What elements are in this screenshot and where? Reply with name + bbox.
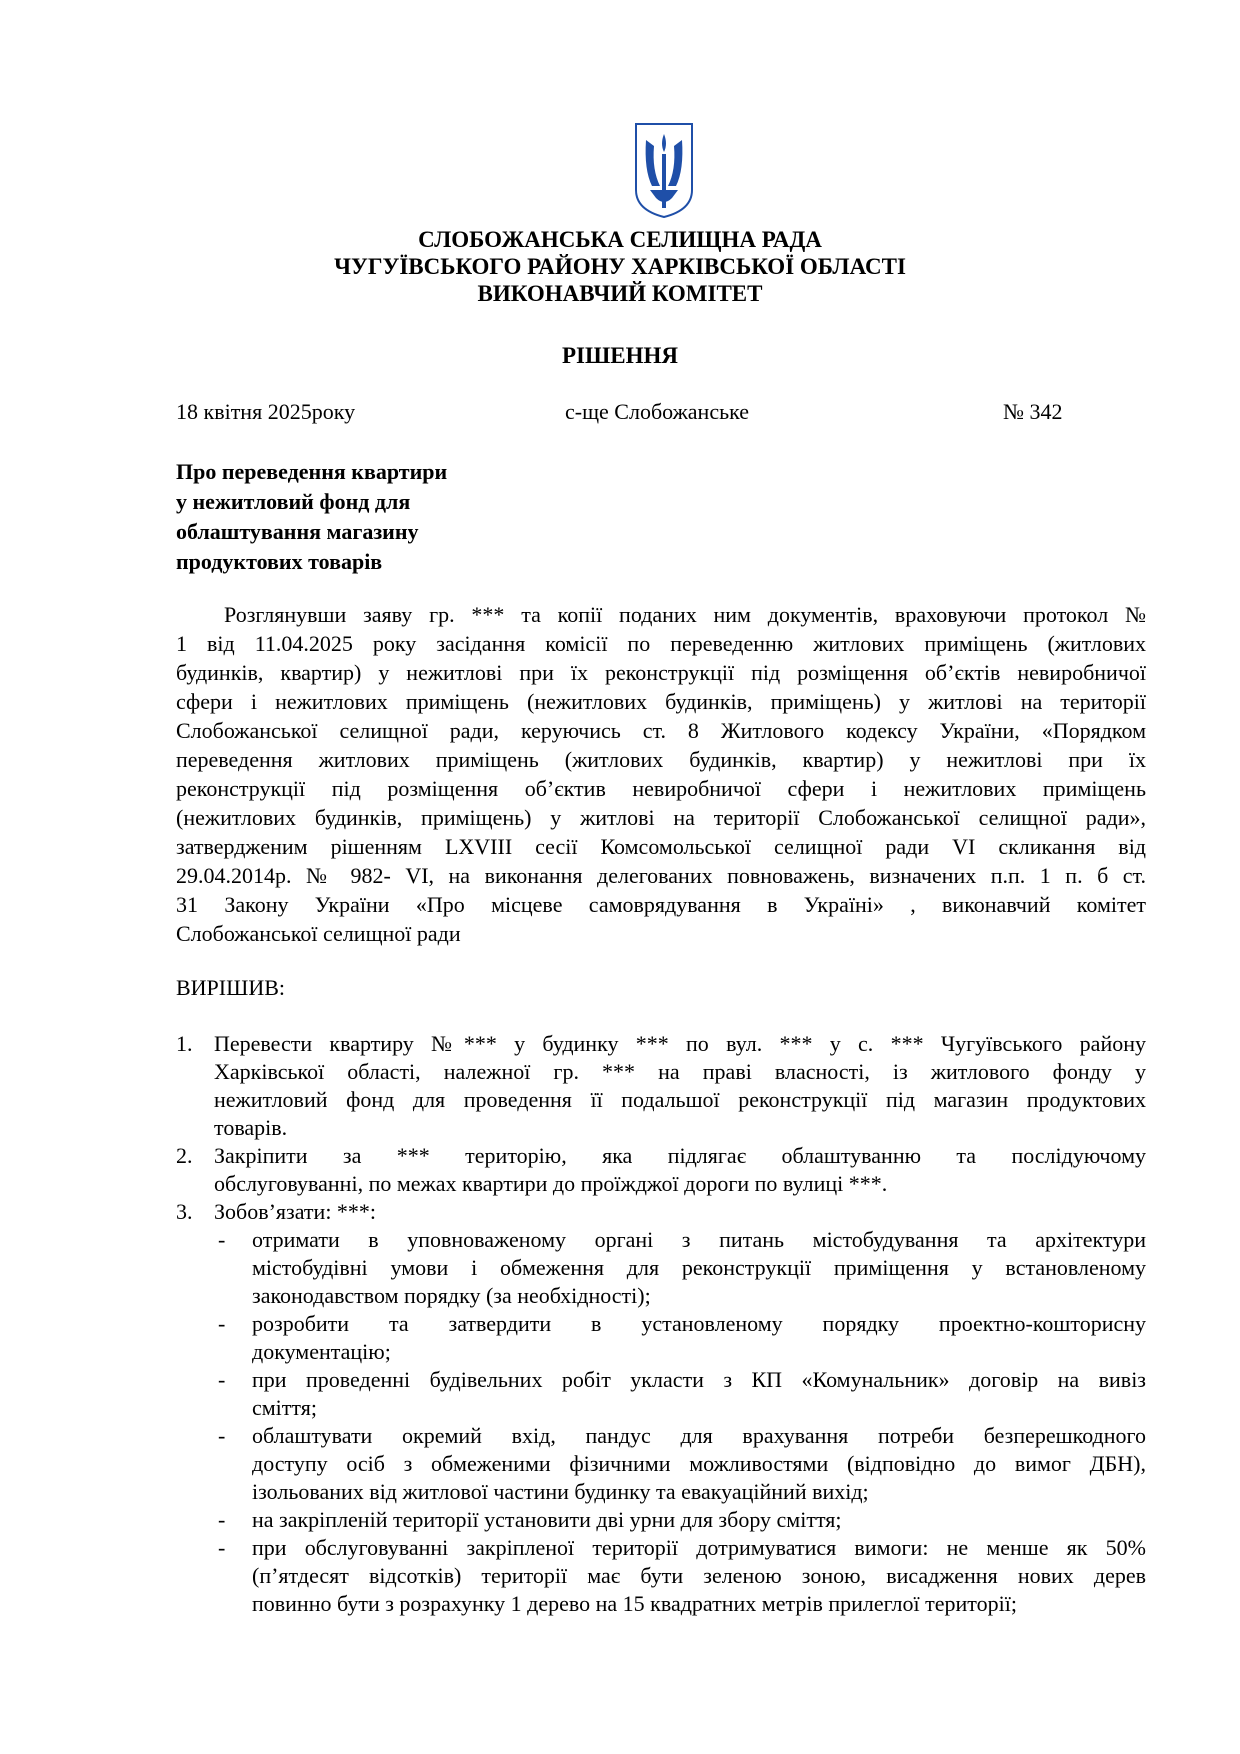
preamble-line: реконструкції під розміщення об’єктив невиробничої сфери і нежитлових приміщень bbox=[176, 776, 1146, 801]
item-number: 3. bbox=[176, 1199, 193, 1224]
preamble-line: (нежитлових будинків, приміщень) у житлові на території Слобожанської селищної ради», bbox=[176, 805, 1146, 830]
sub-item bbox=[176, 1534, 1146, 1618]
preamble-line: сфери і нежитлових приміщень (нежитлових будинків, приміщень) у житлові на території bbox=[176, 689, 1146, 714]
sub-item-dash: - bbox=[218, 1367, 226, 1392]
preamble-line: 1 від 11.04.2025 року засідання комісії по переведенню житлових приміщень (житлових bbox=[176, 631, 1146, 656]
council-name: СЛОБОЖАНСЬКА СЕЛИЩНА РАДА bbox=[418, 227, 822, 252]
list-item bbox=[176, 1030, 1146, 1142]
item-line: Закріпити за *** територію, яка підлягає облаштуванню та послідуючому bbox=[214, 1143, 1146, 1168]
item-number: 1. bbox=[176, 1031, 193, 1056]
trident-emblem-icon bbox=[632, 120, 696, 220]
sub-item bbox=[176, 1422, 1146, 1506]
sub-item-line: сміття; bbox=[252, 1395, 317, 1420]
sub-item-line: документацію; bbox=[252, 1339, 391, 1364]
item-line: нежитловий фонд для проведення її подальшої реконструкції під магазин продуктових bbox=[214, 1087, 1146, 1112]
preamble-line: затвердженим рішенням LXVIII сесії Комсомольської селищної ради VI скликання від bbox=[176, 834, 1146, 859]
decision-date: 18 квітня 2025року bbox=[176, 399, 356, 424]
preamble-line: Слобожанської селищної ради bbox=[176, 921, 461, 946]
sub-item-line: отримати в уповноваженому органі з питань містобудування та архітектури bbox=[252, 1227, 1146, 1252]
preamble-line: Розглянувши заяву гр. *** та копії поданих ним документів, враховуючи протокол № bbox=[224, 602, 1146, 627]
sub-item-line: доступу осіб з обмеженими фізичними можливостями (відповідно до вимог ДБН), bbox=[252, 1451, 1146, 1476]
list-item bbox=[176, 1142, 1146, 1198]
sub-item-line: законодавством порядку (за необхідності); bbox=[252, 1283, 651, 1308]
preamble-line: будинків, квартир) у нежитлові при їх реконструкції під розміщення об’єктів невиробничої bbox=[176, 660, 1146, 685]
sub-item-line: при обслуговуванні закріпленої території дотримуватися вимоги: не менше як 50% bbox=[252, 1535, 1146, 1560]
preamble-line: Слобожанської селищної ради, керуючись ст. 8 Житлового кодексу України, «Порядком bbox=[176, 718, 1146, 743]
sub-item bbox=[176, 1310, 1146, 1366]
item-line: товарів. bbox=[214, 1115, 288, 1140]
sub-item-dash: - bbox=[218, 1227, 226, 1252]
item-line: Зобов’язати: ***: bbox=[214, 1199, 377, 1224]
preamble-paragraph bbox=[176, 600, 1146, 948]
decision-number: № 342 bbox=[1003, 399, 1063, 424]
item-line: обслуговуванні, по межах квартири до проїжджої дороги по вулиці ***. bbox=[214, 1171, 888, 1196]
decided-label: ВИРІШИВ: bbox=[176, 975, 285, 1000]
subject-line: продуктових товарів bbox=[176, 549, 383, 574]
sub-item-line: облаштувати окремий вхід, пандус для врахування потреби безперешкодного bbox=[252, 1423, 1146, 1448]
committee-name: ВИКОНАВЧИЙ КОМІТЕТ bbox=[477, 281, 763, 306]
decision-place: с-ще Слобожанське bbox=[565, 399, 750, 424]
sub-item bbox=[176, 1226, 1146, 1310]
list-item bbox=[176, 1198, 1146, 1226]
decision-subject bbox=[176, 457, 596, 577]
sub-item-dash: - bbox=[218, 1423, 226, 1448]
sub-item-dash: - bbox=[218, 1535, 226, 1560]
sub-item-dash: - bbox=[218, 1507, 226, 1532]
decision-list bbox=[176, 1030, 1146, 1618]
item-number: 2. bbox=[176, 1143, 193, 1168]
district-name: ЧУГУЇВСЬКОГО РАЙОНУ ХАРКІВСЬКОЇ ОБЛАСТІ bbox=[334, 254, 906, 279]
sub-item-line: на закріпленій території установити дві урни для збору сміття; bbox=[252, 1507, 842, 1532]
sub-item-line: розробити та затвердити в установленому порядку проектно-кошторисну bbox=[252, 1311, 1146, 1336]
sub-item bbox=[176, 1366, 1146, 1422]
sub-item-line: (п’ятдесят відсотків) території має бути зеленою зоною, висадження нових дерев bbox=[252, 1563, 1146, 1588]
item-line: Харківської області, належної гр. *** на праві власності, із житлового фонду у bbox=[214, 1059, 1146, 1084]
preamble-line: 31 Закону України «Про місцеве самоврядування в Україні» , виконавчий комітет bbox=[176, 892, 1146, 917]
sub-item-line: ізольованих від житлової частини будинку та евакуаційний вихід; bbox=[252, 1479, 869, 1504]
subject-line: облаштування магазину bbox=[176, 519, 419, 544]
preamble-line: переведення житлових приміщень (житлових будинків, квартир) у нежитлові при їх bbox=[176, 747, 1146, 772]
document-title: РІШЕННЯ bbox=[562, 343, 678, 368]
sub-item-line: повинно бути з розрахунку 1 дерево на 15 квадратних метрів прилеглої території; bbox=[252, 1591, 1017, 1616]
sub-item-line: містобудівні умови і обмеження для реконструкції приміщення у встановленому bbox=[252, 1255, 1146, 1280]
item-line: Перевести квартиру №*** у будинку *** по вул. *** у с. *** Чугуївського району bbox=[214, 1031, 1146, 1056]
sub-item-line: при проведенні будівельних робіт укласти з КП «Комунальник» договір на вивіз bbox=[252, 1367, 1146, 1392]
subject-line: Про переведення квартири bbox=[176, 459, 448, 484]
sub-item-dash: - bbox=[218, 1311, 226, 1336]
preamble-line: 29.04.2014р. № 982- VI, на виконання делегованих повноважень, визначених п.п. 1 п. б ст. bbox=[176, 863, 1146, 888]
sub-item bbox=[176, 1506, 1146, 1534]
subject-line: у нежитловий фонд для bbox=[176, 489, 411, 514]
